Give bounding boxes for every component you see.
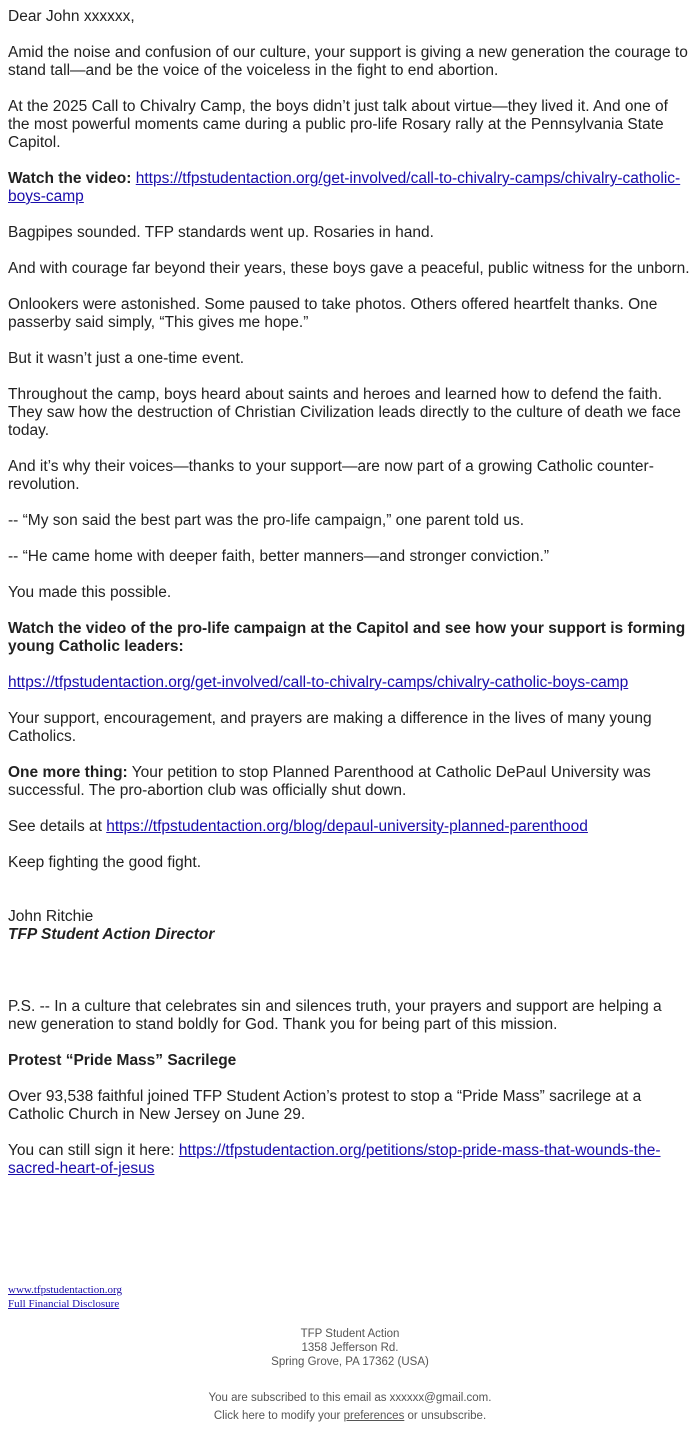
details-link[interactable]: https://tfpstudentaction.org/blog/depaul-university-planned-parenthood (106, 818, 588, 835)
video-link-line (8, 674, 692, 692)
subscription-info (0, 1389, 700, 1425)
financial-disclosure-link[interactable]: Full Financial Disclosure (8, 1298, 120, 1310)
one-more-label: One more thing: (8, 764, 128, 781)
street-address: 1358 Jefferson Rd. (301, 1342, 399, 1354)
footer-links (8, 1283, 122, 1311)
org-name: TFP Student Action (300, 1328, 400, 1340)
paragraph-bagpipes: Bagpipes sounded. TFP standards went up. Rosaries in hand. (8, 224, 434, 241)
watch-video-line (8, 170, 692, 206)
paragraph-not-one-time: But it wasn’t just a one-time event. (8, 350, 245, 367)
paragraph-voices: And it’s why their voices—thanks to your support—are now part of a growing Catholic counter-revolution. (8, 458, 654, 493)
sign-line: You can still sign it here: https://tfpstudentaction.org/petitions/stop-pride-mass-that-wounds-the-sacred-heart-of-jesus (8, 1142, 661, 1177)
paragraph-throughout: Throughout the camp, boys heard about saints and heroes and learned how to defend the faith. They saw how the destruction of Christian Civilization leads directly to the culture of death we face today. (8, 386, 681, 439)
mailing-address (0, 1327, 700, 1369)
modify-line: Click here to modify your preferences or unsubscribe. (213, 1410, 487, 1422)
paragraph-possible: You made this possible. (8, 584, 172, 601)
paragraph-intro: Amid the noise and confusion of our culture, your support is giving a new generation the courage to stand tall—and be the voice of the voiceless in the fight to end abortion. (8, 44, 688, 79)
petition-link[interactable]: https://tfpstudentaction.org/petitions/stop-pride-mass-that-wounds-the-sacred-heart-of-jesus (8, 1142, 661, 1177)
video-link[interactable]: https://tfpstudentaction.org/get-involved/call-to-chivalry-camps/chivalry-catholic-boys-camp (8, 170, 681, 205)
site-link[interactable]: www.tfpstudentaction.org (8, 1284, 122, 1296)
paragraph-support: Your support, encouragement, and prayers are making a difference in the lives of many young Catholics. (8, 710, 652, 745)
watch-video-heading: Watch the video of the pro-life campaign at the Capitol and see how your support is forming young Catholic leaders: (8, 620, 686, 655)
subscribed-text: You are subscribed to this email as xxxxxx@gmail.com. (208, 1392, 492, 1404)
postscript: P.S. -- In a culture that celebrates sin and silences truth, your prayers and support are helping a new generation to stand boldly for God. Thank you for being part of this mission. (8, 998, 662, 1033)
parent-quote-1: -- “My son said the best part was the pro-life campaign,” one parent told us. (8, 512, 525, 529)
paragraph-courage: And with courage far beyond their years, these boys gave a peaceful, public witness for the unborn. (8, 260, 690, 277)
preferences-link[interactable]: preferences (343, 1410, 405, 1422)
signature (8, 908, 692, 944)
one-more-thing (8, 764, 692, 800)
one-more-text: Your petition to stop Planned Parenthood at Catholic DePaul University was successful. The pro-abortion club was officially shut down. (8, 764, 651, 799)
city-state: Spring Grove, PA 17362 (USA) (271, 1356, 429, 1368)
video-link-2[interactable]: https://tfpstudentaction.org/get-involved/call-to-chivalry-camps/chivalry-catholic-boys-camp (8, 674, 629, 691)
watch-video-label: Watch the video: (8, 170, 132, 187)
greeting: Dear John xxxxxx, (8, 8, 135, 25)
protest-text: Over 93,538 faithful joined TFP Student Action’s protest to stop a “Pride Mass” sacrilege at a Catholic Church in New Jersey on June 29. (8, 1088, 642, 1123)
parent-quote-2: -- “He came home with deeper faith, better manners—and stronger conviction.” (8, 548, 550, 565)
paragraph-camp: At the 2025 Call to Chivalry Camp, the boys didn’t just talk about virtue—they lived it. And one of the most powerful moments came during a public pro-life Rosary rally at the Pennsylvania State Capitol. (8, 98, 668, 151)
paragraph-keep-fighting: Keep fighting the good fight. (8, 854, 202, 871)
paragraph-onlookers: Onlookers were astonished. Some paused to take photos. Others offered heartfelt thanks. One passerby said simply, “This gives me hope.” (8, 296, 658, 331)
signer-title: TFP Student Action Director (8, 926, 215, 943)
details-line: See details at https://tfpstudentaction.org/blog/depaul-university-planned-parenthood (8, 818, 588, 835)
protest-heading: Protest “Pride Mass” Sacrilege (8, 1052, 237, 1069)
signer-name: John Ritchie (8, 908, 94, 925)
